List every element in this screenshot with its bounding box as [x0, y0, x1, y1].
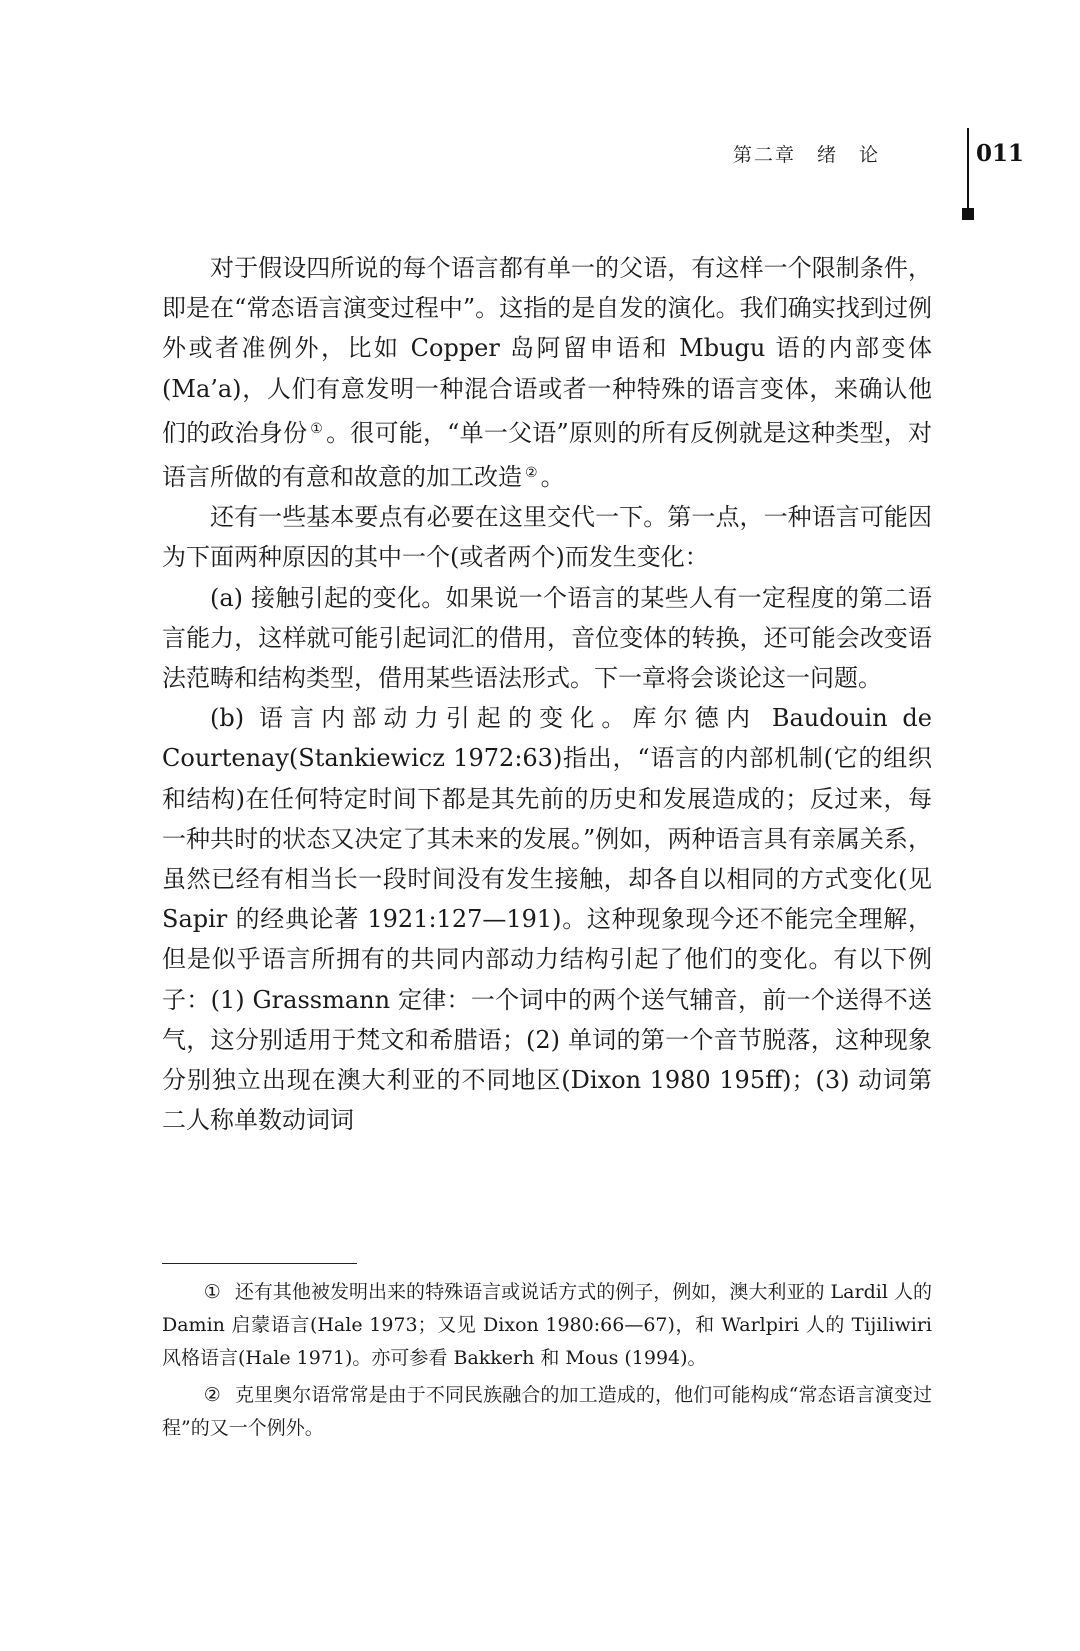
- footnote-1: [162, 1276, 932, 1375]
- note-ref-2[interactable]: ②: [525, 465, 538, 482]
- paragraph-text: 。: [540, 463, 565, 492]
- footnote-text: 还有其他被发明出来的特殊语言或说话方式的例子，例如，澳大利亚的 Lardil 人的 Damin 启蒙语言(Hale 1973；又见 Dixon 1980:66—67)，和 Warlpiri 人的 Tijiliwiri 风格语言(Hale 1971)。亦可参看 Bakkerh 和 Mous (1994)。: [162, 1281, 932, 1369]
- paragraph-text: 对于假设四所说的每个语言都有单一的父语，有这样一个限制条件，即是在“常态语言演变过程中”。这指的是自发的演化。我们确实找到过例外或者准例外，比如 Copper 岛阿留申语和 Mbugu 语的内部变体(Ma’a)，人们有意发明一种混合语或者一种特殊的语言变体，来确认他们的政治身份: [162, 254, 932, 447]
- note-ref-1[interactable]: ①: [310, 420, 324, 437]
- paragraph-4: (b) 语言内部动力引起的变化。库尔德内 Baudouin de Courtenay(Stankiewicz 1972:63)指出，“语言的内部机制(它的组织和结构)在任何特定时间下都是其先前的历史和发展造成的；反过来，每一种共时的状态又决定了其未来的发展。”例如，两种语言具有亲属关系，虽然已经有相当长一段时间没有发生接触，却各自以相同的方式变化(见 Sapir 的经典论著 1921:127—191)。这种现象现今还不能完全理解，但是似乎语言所拥有的共同内部动力结构引起了他们的变化。有以下例子：(1) Grassmann 定律：一个词中的两个送气辅音，前一个送得不送气，这分别适用于梵文和希腊语；(2) 单词的第一个音节脱落，这种现象分别独立出现在澳大利亚的不同地区(Dixon 1980 195ff)；(3) 动词第二人称单数动词词: [162, 704, 932, 1135]
- paragraph-2: 还有一些基本要点有必要在这里交代一下。第一点，一种语言可能因为下面两种原因的其中一个(或者两个)而发生变化：: [162, 503, 932, 572]
- footnote-marker: ②: [203, 1384, 221, 1406]
- running-head: 第二章 绪 论: [732, 144, 880, 166]
- paragraph-text: 。很可能，“单一父语”原则的所有反例就是这种类型，对语言所做的有意和故意的加工改造: [162, 418, 932, 492]
- head-rule: [967, 128, 969, 216]
- head-mark: [962, 208, 974, 220]
- footnote-marker: ①: [203, 1281, 221, 1303]
- footnote-text: 克里奥尔语常常是由于不同民族融合的加工造成的，他们可能构成“常态语言演变过程”的又一个例外。: [162, 1384, 932, 1439]
- paragraph-1: [162, 248, 932, 497]
- paragraph-3: (a) 接触引起的变化。如果说一个语言的某些人有一定程度的第二语言能力，这样就可能引起词汇的借用，音位变体的转换，还可能会改变语法范畴和结构类型，借用某些语法形式。下一章将会谈论这一问题。: [162, 583, 932, 693]
- footnote-rule: [162, 1263, 357, 1264]
- body-text: [162, 248, 932, 1140]
- footnote-2: [162, 1379, 932, 1445]
- footnotes: [162, 1276, 932, 1449]
- page-number: 011: [976, 140, 1025, 167]
